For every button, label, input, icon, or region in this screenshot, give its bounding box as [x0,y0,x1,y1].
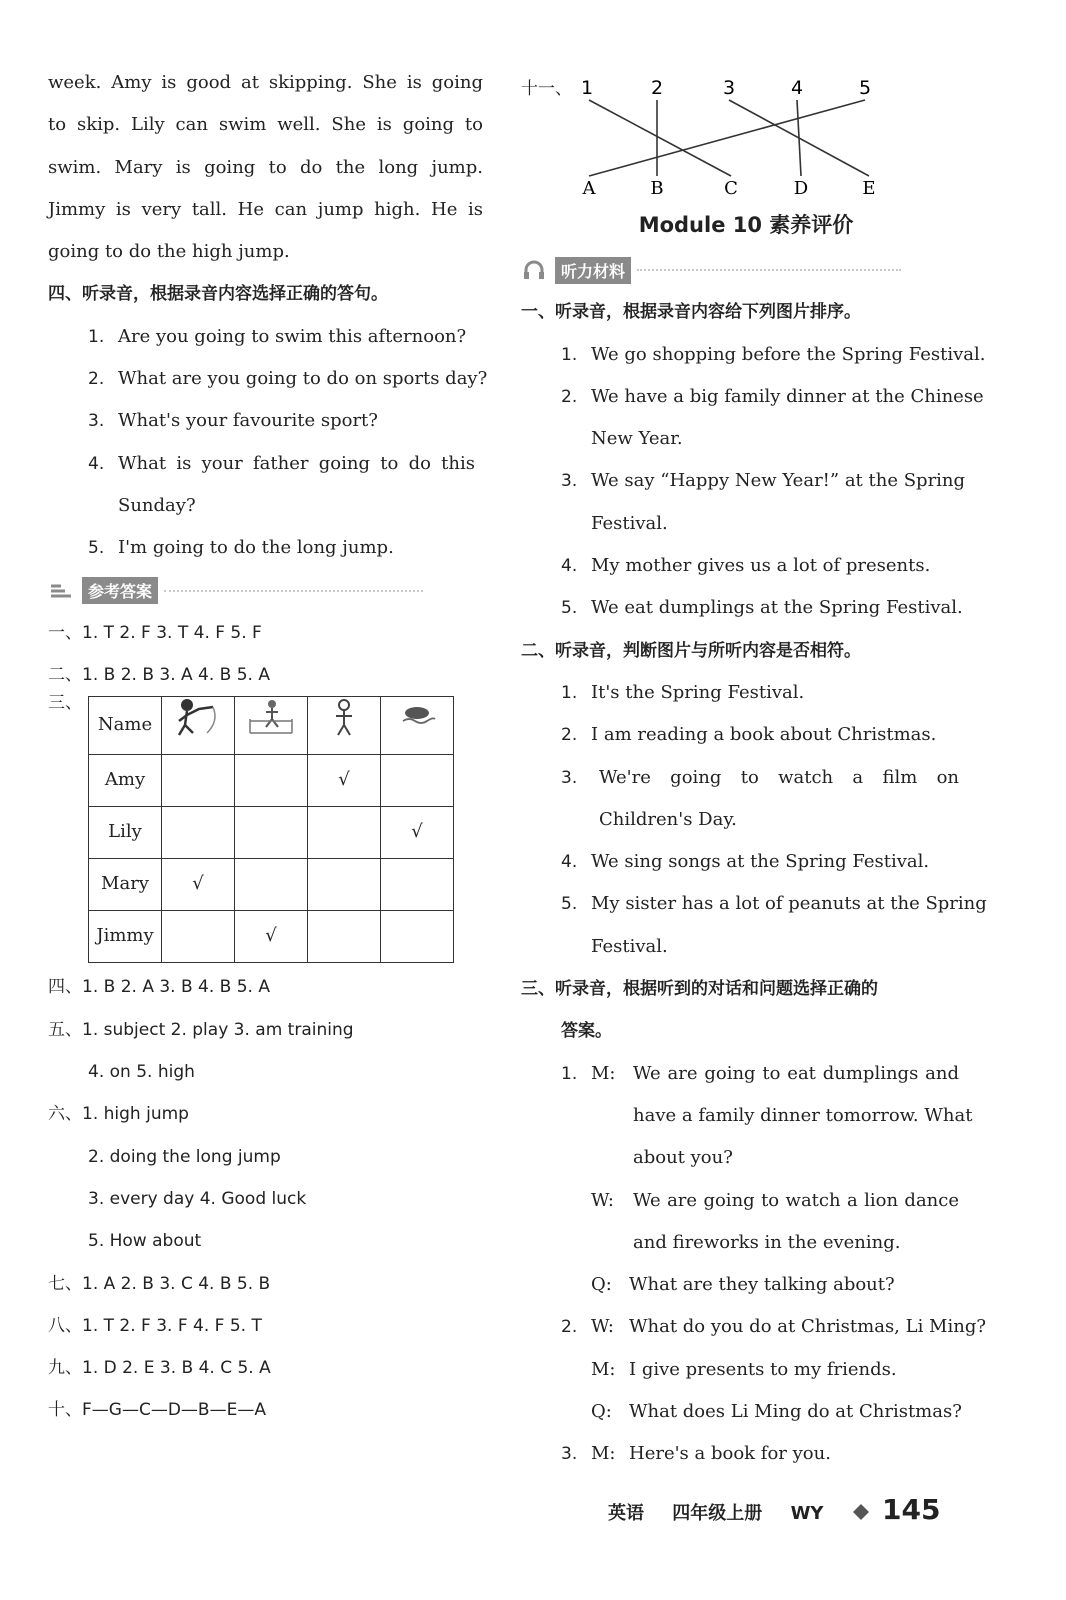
headphones-icon [521,259,547,281]
answer-key-header [48,570,483,612]
table-cell [162,754,235,806]
match-bottom-label: C [724,178,738,199]
table-cell: √ [162,858,235,910]
answer-label: 十一、 [521,79,572,99]
dialog-line: W: We are going to watch a lion dance [591,1189,959,1211]
passage-line: going to do the high jump. [48,241,290,263]
dialog-line: Q: What does Li Ming do at Christmas? [591,1401,962,1423]
table-cell [308,858,381,910]
listening-material-badge: 听力材料 [555,257,631,284]
listening-material-header [521,249,961,291]
answer-row: 3. every day 4. Good luck [88,1188,307,1209]
swimming-picture-icon [381,697,454,754]
right-column [521,66,987,1476]
left-column [48,62,488,1432]
table-cell [235,858,308,910]
answer-row: 七、1. A 2. B 3. C 4. B 5. B [48,1273,271,1294]
section-4-heading: 四、听录音，根据录音内容选择正确的答句。 [48,284,388,305]
divider [637,269,901,271]
standing-picture-icon [308,697,381,754]
sports-table [88,696,454,962]
answer-row: 八、1. T 2. F 3. F 4. F 5. T [48,1315,262,1336]
matching-diagram [521,66,961,201]
question-item: 2. What are you going to do on sports day? [88,368,488,390]
transcript-item: 2. I am reading a book about Christmas. [561,724,937,746]
module-title: Module 10 素养评价 [638,213,854,237]
table-header-name: Name [89,697,162,754]
passage-line: to skip. Lily can swim well. She is going to [48,114,483,136]
transcript-item: 1. We go shopping before the Spring Festival. [561,343,986,365]
match-bottom-label: D [793,178,809,199]
matching-lines [571,66,951,201]
table-row-name: Mary [89,858,162,910]
table-cell [381,754,454,806]
table-cell [308,910,381,962]
table-cell: √ [381,806,454,858]
dialog-line: 3. M: Here's a book for you. [561,1443,831,1465]
footer-edition: WY [790,1503,824,1524]
answer-row: 4. on 5. high [88,1062,195,1083]
match-line [589,100,865,176]
dialog-line: 2. W: What do you do at Christmas, Li Ming? [561,1316,987,1338]
match-top-label: 2 [650,77,664,99]
answer-row: 四、1. B 2. A 3. B 4. B 5. A [48,977,270,998]
answer-row: 五、1. subject 2. play 3. am training [48,1019,354,1040]
transcript-item: 5. My sister has a lot of peanuts at the Spring [561,893,987,915]
transcript-item: 4. We sing songs at the Spring Festival. [561,851,930,873]
page-footer [608,1493,962,1526]
match-bottom-label: B [650,178,664,199]
table-row-name: Lily [89,806,162,858]
dialog-line: 1. M: We are going to eat dumplings and [561,1062,959,1084]
section-2-heading: 二、听录音，判断图片与所听内容是否相符。 [521,640,861,661]
table-row-name: Jimmy [89,910,162,962]
skipping-picture-icon [162,697,235,754]
section-3-heading-cont: 答案。 [561,1021,612,1042]
match-bottom-label: A [582,178,596,199]
answer-row: 2. doing the long jump [88,1146,281,1167]
diamond-icon [852,1503,870,1521]
table-row-name: Amy [89,754,162,806]
answer-row: 九、1. D 2. E 3. B 4. C 5. A [48,1358,271,1379]
transcript-item: 5. We eat dumplings at the Spring Festival. [561,597,963,619]
table-cell [381,858,454,910]
dialog-line: have a family dinner tomorrow. What [633,1104,973,1126]
match-top-label: 3 [722,77,736,99]
passage-line: swim. Mary is going to do the long jump. [48,156,483,178]
match-line [589,100,731,176]
dialog-line: M: I give presents to my friends. [591,1358,897,1380]
table-cell [235,806,308,858]
transcript-item: 2. We have a big family dinner at the Chinese [561,385,984,407]
question-item: 3. What's your favourite sport? [88,410,378,432]
divider [164,590,423,592]
table-cell: √ [308,754,381,806]
table-cell [162,910,235,962]
dialog-line: and fireworks in the evening. [633,1231,901,1253]
question-item: 4. What is your father going to do this [88,452,475,474]
match-top-label: 5 [858,77,872,99]
answer-row: 二、1. B 2. B 3. A 4. B 5. A [48,665,270,686]
table-cell [381,910,454,962]
transcript-item: Festival. [591,935,668,957]
passage-line: Jimmy is very tall. He can jump high. He is [48,198,483,220]
match-top-label: 4 [790,77,804,99]
dialog-line: Q: What are they talking about? [591,1274,895,1296]
answer-row: 一、1. T 2. F 3. T 4. F 5. F [48,622,262,643]
table-cell [235,754,308,806]
footer-subject: 英语 [608,1503,644,1524]
match-bottom-label: E [862,178,876,199]
transcript-item: Festival. [591,512,668,534]
transcript-item: Children's Day. [599,808,737,830]
table-cell: √ [235,910,308,962]
footer-grade: 四年级上册 [672,1503,763,1524]
section-1-heading: 一、听录音，根据录音内容给下列图片排序。 [521,302,861,323]
passage-line: week. Amy is good at skipping. She is going [48,72,483,93]
answer-row: 5. How about [88,1231,202,1252]
answer-key-icon [48,580,74,602]
answer-row: 十、F—G—C—D—B—E—A [48,1400,266,1421]
table-cell [308,806,381,858]
question-item: 5. I'm going to do the long jump. [88,537,394,559]
jumping-picture-icon [235,697,308,754]
transcript-item: 4. My mother gives us a lot of presents. [561,555,931,577]
answer-row: 六、1. high jump [48,1104,189,1125]
transcript-item: New Year. [591,428,683,450]
page-number: 145 [882,1493,941,1526]
dialog-line: about you? [633,1147,733,1169]
table-cell [162,806,235,858]
transcript-item: 3. We're going to watch a film on [561,766,959,788]
answer-key-badge: 参考答案 [82,577,158,604]
transcript-item: 3. We say “Happy New Year!” at the Spring [561,470,966,492]
transcript-item: 1. It's the Spring Festival. [561,681,805,703]
section-3-heading: 三、听录音，根据听到的对话和问题选择正确的 [521,979,878,1000]
question-item: 1. Are you going to swim this afternoon? [88,325,467,347]
question-item: Sunday? [118,494,196,516]
match-top-label: 1 [580,77,594,99]
answer-label: 三、 [48,693,82,714]
answer-table-block [48,693,483,966]
